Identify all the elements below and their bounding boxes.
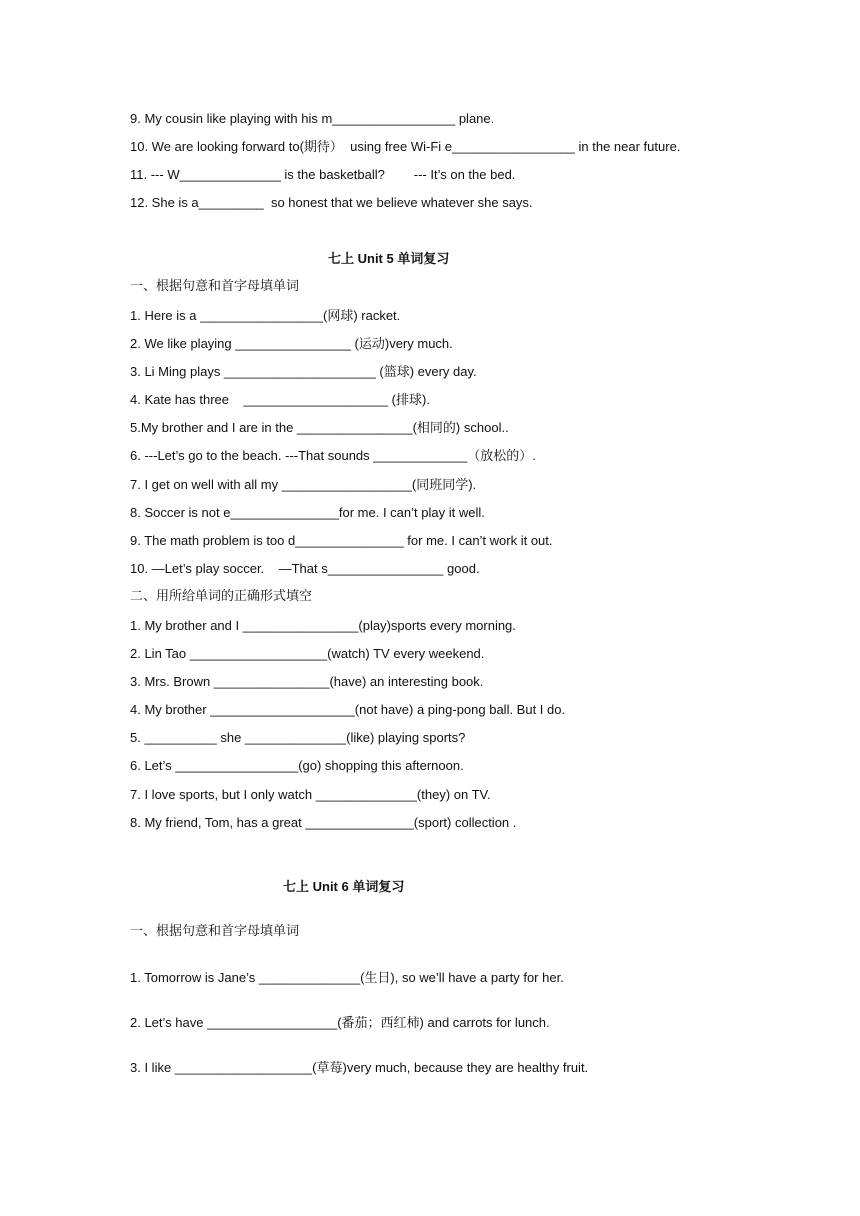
exercise-line: 6. Let’s _________________(go) shopping this afternoon.	[130, 758, 464, 773]
exercise-line: 9. My cousin like playing with his m_________________ plane.	[130, 111, 495, 126]
exercise-line: 7. I love sports, but I only watch ______________(they) on TV.	[130, 787, 491, 802]
exercise-line: 4. Kate has three ____________________ (排球).	[130, 392, 430, 407]
unit5-section2-heading: 二、用所给单词的正确形式填空	[130, 589, 313, 604]
exercise-line: 12. She is a_________ so honest that we believe whatever she says.	[130, 195, 533, 210]
unit5-section1-heading: 一、根据句意和首字母填单词	[130, 279, 300, 294]
exercise-line: 10. We are looking forward to(期待） using free Wi-Fi e_________________ in the near future.	[130, 139, 681, 154]
exercise-line: 10. —Let’s play soccer. —That s________________ good.	[130, 561, 480, 576]
unit6-title: 七上 Unit 6 单词复习	[283, 879, 405, 894]
exercise-line: 5. __________ she ______________(like) playing sports?	[130, 730, 466, 745]
exercise-line: 1. Tomorrow is Jane’s ______________(生日), so we’ll have a party for her.	[130, 970, 564, 985]
exercise-line: 6. ---Let’s go to the beach. ---That sounds _____________（放松的）.	[130, 448, 536, 463]
exercise-line: 9. The math problem is too d_______________ for me. I can’t work it out.	[130, 533, 553, 548]
exercise-line: 8. Soccer is not e_______________for me. I can’t play it well.	[130, 505, 485, 520]
exercise-line: 1. My brother and I ________________(play)sports every morning.	[130, 618, 516, 633]
exercise-line: 2. We like playing ________________ (运动)very much.	[130, 336, 453, 351]
exercise-line: 8. My friend, Tom, has a great _______________(sport) collection .	[130, 815, 517, 830]
exercise-line: 3. Mrs. Brown ________________(have) an interesting book.	[130, 674, 484, 689]
exercise-line: 3. Li Ming plays _____________________ (篮球) every day.	[130, 364, 477, 379]
exercise-line: 7. I get on well with all my __________________(同班同学).	[130, 477, 477, 492]
exercise-line: 4. My brother ____________________(not have) a ping-pong ball. But I do.	[130, 702, 566, 717]
exercise-line: 2. Lin Tao ___________________(watch) TV every weekend.	[130, 646, 485, 661]
unit5-title: 七上 Unit 5 单词复习	[328, 251, 450, 266]
exercise-line: 5.My brother and I are in the ________________(相同的) school..	[130, 420, 509, 435]
exercise-line: 3. I like ___________________(草莓)very much, because they are healthy fruit.	[130, 1060, 589, 1075]
exercise-line: 11. --- W______________ is the basketball? --- It’s on the bed.	[130, 167, 516, 182]
exercise-line: 2. Let’s have __________________(番茄；西红柿) and carrots for lunch.	[130, 1015, 550, 1030]
exercise-line: 1. Here is a _________________(网球) racket.	[130, 308, 401, 323]
unit6-section1-heading: 一、根据句意和首字母填单词	[130, 924, 300, 939]
